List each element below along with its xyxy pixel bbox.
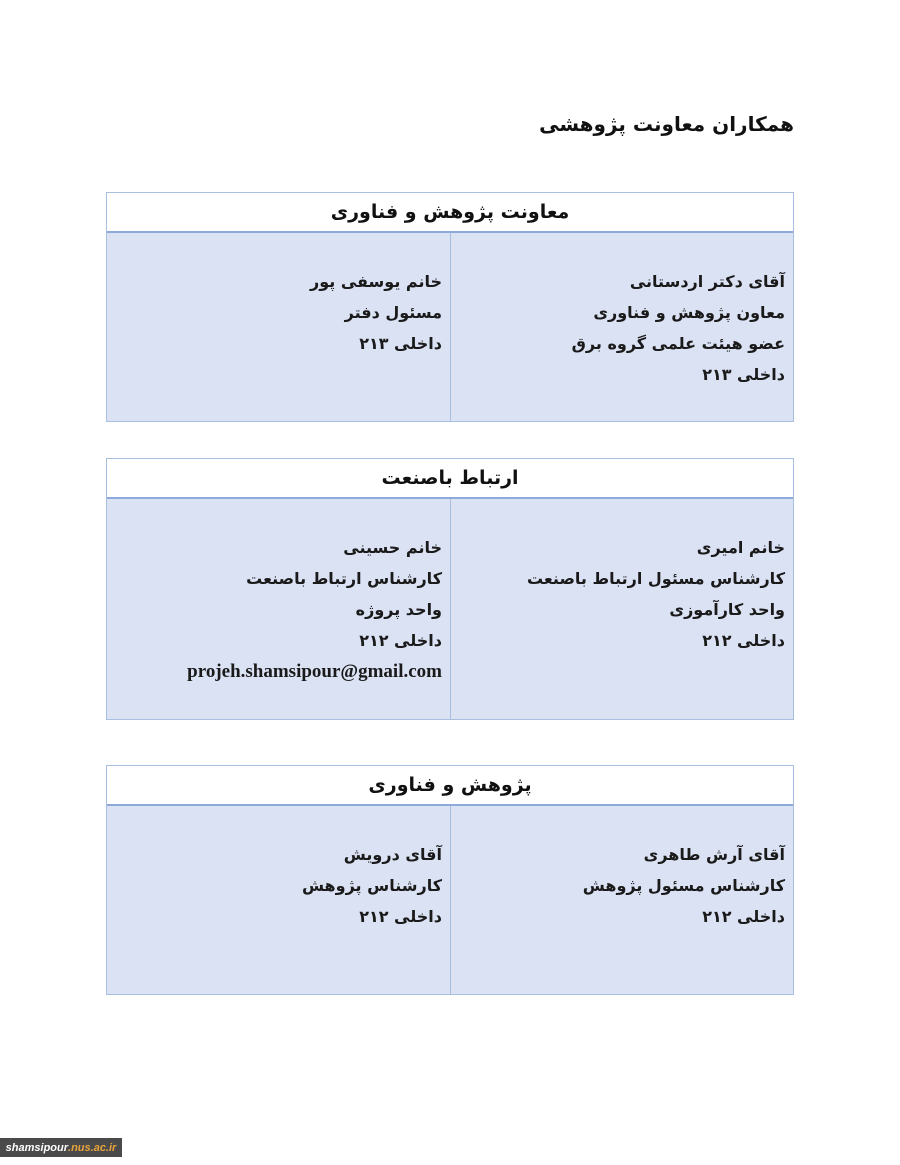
contact-card <box>107 233 450 421</box>
contact-role: معاون پژوهش و فناوری <box>593 303 785 322</box>
page-title: همکاران معاونت پژوهشی <box>539 112 794 136</box>
contact-role: کارشناس مسئول ارتباط باصنعت <box>526 569 785 588</box>
contact-name: آقای آرش طاهری <box>643 845 785 864</box>
contact-email[interactable]: projeh.shamsipour@gmail.com <box>187 661 442 682</box>
contact-role: کارشناس پژوهش <box>301 876 442 895</box>
contact-name: آقای درویش <box>343 845 442 864</box>
contact-name: خانم حسینی <box>343 538 442 557</box>
contact-unit: واحد پروژه <box>355 600 442 619</box>
section-title: معاونت پژوهش و فناوری <box>107 193 793 233</box>
contact-name: خانم یوسفی پور <box>310 272 442 291</box>
section-title: پژوهش و فناوری <box>107 766 793 806</box>
contact-extension: داخلی ۲۱۲ <box>359 907 442 926</box>
contact-extension: داخلی ۲۱۳ <box>359 334 442 353</box>
contact-unit: واحد کارآموزی <box>669 600 785 619</box>
contact-card <box>107 806 450 994</box>
section-title: ارتباط باصنعت <box>107 459 793 499</box>
section-industry-relations <box>106 458 794 720</box>
contact-extension: داخلی ۲۱۲ <box>702 907 785 926</box>
contact-card <box>450 806 793 994</box>
contact-role: کارشناس مسئول پژوهش <box>582 876 785 895</box>
contact-extension: داخلی ۲۱۲ <box>702 631 785 650</box>
contact-name: خانم امیری <box>696 538 785 557</box>
contact-role: کارشناس ارتباط باصنعت <box>246 569 442 588</box>
contact-role: مسئول دفتر <box>344 303 442 322</box>
contact-card <box>107 499 450 719</box>
contact-detail: عضو هیئت علمی گروه برق <box>571 334 785 353</box>
contact-card <box>450 499 793 719</box>
contact-extension: داخلی ۲۱۳ <box>702 365 785 384</box>
site-watermark <box>0 1138 122 1157</box>
watermark-domain: .nus.ac.ir <box>68 1141 117 1154</box>
contact-extension: داخلی ۲۱۲ <box>359 631 442 650</box>
contact-card <box>450 233 793 421</box>
contact-name: آقای دکتر اردستانی <box>629 272 785 291</box>
section-research-deputy <box>106 192 794 422</box>
section-research-technology <box>106 765 794 995</box>
watermark-site-name: shamsipour <box>5 1141 69 1154</box>
